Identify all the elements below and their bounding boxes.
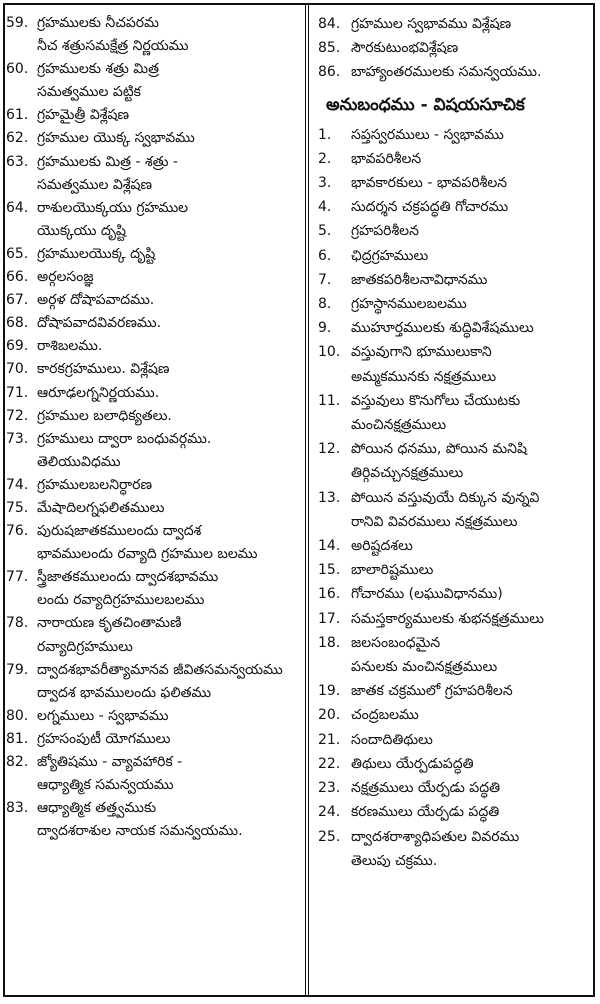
entry-title-line: తిథులు యేర్పడుపద్ధతి [351,755,474,772]
entry-title-line: గ్రహములకు శత్రు మిత్ర [37,61,159,78]
entry-title [351,36,590,60]
entry-title [351,800,590,824]
entry-title-line: గ్రహపరిశీలన [351,223,419,240]
entry-title [37,151,302,197]
entry-title [351,340,590,388]
entry-title-line: సౌరకుటుంభవిశ్లేషణ [351,40,459,57]
entry-title [37,497,302,520]
entry-number: 5. [318,223,332,240]
entry-title-line: రవ్యాదిగ్రహములు [37,638,133,655]
toc-entry [6,104,302,127]
entry-title-line: గ్రహములకు మిత్ర - శత్రు - [37,153,178,170]
entry-title-line: ఛిద్రగ్రహములు [351,247,429,264]
entry-title-line: భావములందు రవ్యాది గ్రహముల బలము [37,546,258,563]
entry-number: 71. [6,384,29,401]
toc-entry [318,195,590,219]
entry-number: 6. [318,247,332,264]
toc-entry [318,60,590,84]
toc-entry [318,631,590,679]
entry-number: 73. [6,430,29,447]
entry-title-line: సమత్వముల విశ్లేషణ [37,176,153,193]
column-divider [305,3,309,997]
toc-entry [318,316,590,340]
entry-number: 64. [6,199,29,216]
entry-title-line: జ్యోతిషము - వ్యావహారిక - [37,754,183,770]
entry-number: 15. [318,562,341,579]
entry-number: 70. [6,361,29,378]
entry-title-line: మేషాదిలగ్నఫలితములు [37,499,165,516]
appendix-heading: అనుబంధము - విషయసూచిక [326,94,525,115]
toc-entry [6,266,302,289]
toc-entry [6,289,302,312]
entry-title [351,123,590,147]
entry-title-line: మంచినక్షత్రములు [351,417,447,434]
entry-title-line: జాతకపరిశీలనావిధానము [351,271,488,288]
entry-number: 66. [6,269,29,286]
entry-number: 18. [318,634,341,651]
toc-entry [318,558,590,582]
entry-title-line: సమత్వముల పట్టిక [37,84,141,101]
entry-title-line: ద్వాదశ భావములందు ఫలితము [37,684,212,701]
entry-title-line: ద్వాదశరాశ్యాధిపతుల వివరము [351,828,520,845]
entry-title-line: గ్రహములు ద్వారా బంధువర్గము. [37,430,212,447]
toc-entry [6,705,302,728]
entry-number: 76. [6,523,29,540]
entry-number: 72. [6,407,29,424]
entry-number: 69. [6,338,29,355]
entry-number: 84. [318,16,341,32]
toc-entry [318,728,590,752]
entry-number: 59. [6,15,29,31]
entry-number: 19. [318,683,341,700]
entry-title-line: లందు రవ్యాదిగ్రహములబలము [37,592,205,609]
entry-title [37,289,302,312]
toc-entry [318,244,590,268]
entry-title-line: భావపరిశీలన [351,150,422,167]
entry-title [351,776,590,800]
entry-title [351,679,590,703]
toc-entry [6,382,302,405]
entry-title [37,405,302,428]
entry-title-line: గ్రహములయొక్క దృష్టి [37,245,156,262]
entry-title-line: ముహూర్తములకు శుద్ధివిశేషములు [351,320,534,337]
entry-title [351,60,590,84]
toc-entry [318,800,590,824]
entry-title-line: గ్రహముల యొక్క స్వభావము [37,130,195,147]
toc-entry [318,825,590,873]
entry-title [37,127,302,150]
entry-number: 7. [318,271,332,288]
toc-entry [318,292,590,316]
entry-title-line: కరణములు యేర్పడు పద్ధతి [351,804,500,821]
left-column [6,12,302,843]
entry-title-line: జాతక చక్రములో గ్రహపరిశీలన [351,683,513,700]
entry-title [37,728,302,751]
entry-number: 16. [318,586,341,603]
toc-entry [318,437,590,485]
contents-list-continued [318,12,590,85]
toc-entry [318,679,590,703]
entry-title [351,292,590,316]
entry-title-line: అమ్మకమునకు నక్షత్రములు [351,368,497,385]
toc-entry [6,474,302,497]
toc-entry [6,751,302,797]
entry-title-line: ద్వాదశరాశుల నాయక సమన్వయము. [37,823,243,840]
entry-title-line: గ్రహమైత్రీ విశ్లేషణ [37,107,130,124]
entry-title-line: సమస్తకార్యములకు శుభనక్షత్రములు [351,610,545,627]
entry-number: 82. [6,754,29,770]
entry-title [351,752,590,776]
entry-title [351,534,590,558]
entry-title-line: తిర్గివచ్చునక్షత్రములు [351,465,464,482]
entry-title [37,243,302,266]
entry-title [351,607,590,631]
entry-title-line: పురుషజాతకములందు ద్వాదశ [37,523,202,540]
toc-entry [6,312,302,335]
entry-title [37,566,302,612]
entry-number: 85. [318,40,341,57]
toc-entry [6,358,302,381]
toc-entry [6,728,302,751]
entry-number: 3. [318,175,332,192]
entry-number: 80. [6,707,29,724]
entry-title-line: అర్గళ దోషాపవాదము. [37,292,155,309]
toc-entry [6,659,302,705]
entry-number: 62. [6,130,29,147]
entry-title-line: రాశులయొక్కయు గ్రహముల [37,199,189,216]
entry-title-line: గ్రహస్థానములబలము [351,296,467,313]
entry-number: 78. [6,615,29,632]
entry-number: 68. [6,315,29,332]
toc-entry [6,151,302,197]
entry-title [37,474,302,497]
entry-number: 13. [318,489,341,506]
entry-title [37,104,302,127]
entry-number: 74. [6,476,29,493]
toc-entry [318,752,590,776]
entry-title [351,486,590,534]
entry-number: 77. [6,569,29,586]
toc-entry [318,268,590,292]
toc-entry [6,58,302,104]
toc-entry [6,127,302,150]
entry-title-line: ఆరూఢలగ్ననిర్ణయము. [37,384,160,401]
entry-number: 9. [318,320,332,337]
entry-title [37,58,302,104]
entry-title [351,171,590,195]
entry-title-line: ద్వాదశభావరీత్యామానవ జీవితసమన్వయము [37,661,283,678]
entry-number: 61. [6,107,29,124]
entry-title [351,244,590,268]
entry-title-line: గ్రహసంపుటీ యోగములు [37,730,171,747]
toc-entry [6,243,302,266]
entry-title [37,266,302,289]
entry-title-line: పోయిన ధనము, పోయిన మనిషి [351,441,527,458]
entry-title [351,825,590,873]
entry-title [37,751,302,797]
toc-entry [6,335,302,358]
entry-number: 67. [6,292,29,309]
entry-title [351,268,590,292]
entry-title-line: సప్తస్వరములు - స్వభావము [351,126,504,143]
entry-title [37,612,302,658]
entry-number: 22. [318,755,341,772]
entry-title-line: గ్రహములబలనిర్ధారణ [37,476,153,493]
entry-title-line: తెలియువిధము [37,453,121,470]
entry-title-line: జలసంబంధమైన [351,634,441,651]
entry-title-line: పనులకు మంచినక్షత్రములు [351,659,498,676]
entry-title [37,312,302,335]
entry-title-line: తెలుపు చక్రము. [351,852,438,869]
entry-number: 60. [6,61,29,78]
toc-entry [318,219,590,243]
toc-entry [6,405,302,428]
entry-title [37,335,302,358]
entry-title [37,197,302,243]
entry-title-line: భావకారకులు - భావపరిశీలన [351,175,508,192]
toc-entry [6,566,302,612]
entry-number: 79. [6,661,29,678]
entry-title-line: బాలారిష్టములు [351,562,434,579]
entry-title-line: దోషాపవాదవివరణము. [37,315,162,332]
entry-title [351,437,590,485]
entry-title [37,382,302,405]
entry-title-line: రానివి వివరములు నక్షత్రములు [351,513,518,530]
entry-number: 83. [6,800,29,817]
entry-number: 20. [318,707,341,724]
entry-title-line: గ్రహముల స్వభావము విశ్లేషణ [351,16,512,32]
entry-title [37,428,302,474]
toc-entry [6,12,302,58]
entry-number: 24. [318,804,341,821]
entry-number: 25. [318,828,341,845]
toc-entry [318,534,590,558]
entry-title [351,147,590,171]
toc-entry [318,776,590,800]
entry-title [351,582,590,606]
toc-entry [318,607,590,631]
entry-number: 23. [318,780,341,797]
entry-title [37,705,302,728]
toc-entry [318,389,590,437]
toc-entry [318,123,590,147]
entry-title [351,703,590,727]
entry-title-line: లగ్నములు - స్వభావము [37,707,169,724]
entry-title [351,12,590,36]
toc-entry [318,12,590,36]
right-column [318,12,590,873]
appendix-contents-list [318,123,590,873]
entry-number: 21. [318,731,341,748]
entry-title-line: ఆధ్యాత్మిక తత్త్వముకు [37,800,157,817]
toc-entry [318,171,590,195]
entry-number: 4. [318,199,332,216]
entry-title-line: అర్గలసంజ్ఞ [37,269,94,286]
toc-entry [318,486,590,534]
entry-title-line: సుదర్శన చక్రపద్ధతి గోచారము [351,199,509,216]
entry-title [351,728,590,752]
entry-title [351,219,590,243]
entry-title-line: యొక్కయు దృష్టి [37,222,126,239]
entry-number: 75. [6,499,29,516]
toc-entry [6,428,302,474]
entry-title-line: అరిష్టదశలు [351,538,413,555]
entry-title-line: నక్షత్రములు యేర్పడు పద్ధతి [351,780,501,797]
entry-number: 12. [318,441,341,458]
entry-title-line: ఆధ్యాత్మిక సమన్వయము [37,777,174,794]
toc-entry [6,520,302,566]
entry-number: 65. [6,245,29,262]
entry-number: 81. [6,730,29,747]
entry-title-line: గ్రహముల బలాధిక్యతలు. [37,407,172,424]
toc-entry [318,582,590,606]
entry-number: 14. [318,538,341,555]
entry-number: 11. [318,392,341,409]
entry-title [351,389,590,437]
entry-number: 1. [318,126,332,143]
entry-title-line: సందాదితిథులు [351,731,433,748]
entry-number: 86. [318,64,341,81]
entry-title-line: వస్తువులు కొనుగోలు చేయుటకు [351,392,521,409]
entry-title-line: కారకగ్రహములు. విశ్లేషణ [37,361,170,378]
entry-title [351,558,590,582]
entry-number: 17. [318,610,341,627]
entry-title-line: రాశిబలము. [37,338,103,355]
toc-entry [318,340,590,388]
toc-entry [6,497,302,520]
entry-title-line: నీచ శత్రుసమక్షేత్ర నిర్ణయము [37,38,189,55]
toc-entry [6,197,302,243]
toc-entry [318,36,590,60]
entry-title-line: గ్రహములకు నీచపరమ [37,15,159,31]
entry-title [37,358,302,381]
entry-title-line: చంద్రబలము [351,707,419,724]
entry-title [37,659,302,705]
entry-title-line: బాహ్యాంతరములకు సమన్వయము. [351,64,542,81]
toc-entry [6,612,302,658]
entry-number: 10. [318,344,341,361]
entry-title [351,316,590,340]
entry-title [351,195,590,219]
entry-number: 2. [318,150,332,167]
entry-title-line: వస్తువుగాని భూములుకాని [351,344,492,361]
entry-title [37,520,302,566]
entry-title-line: నారాయణ కృతచింతామణి [37,615,182,632]
entry-title-line: స్త్రీజాతకములందు ద్వాదశభావము [37,569,219,586]
entry-title-line: పోయిన వస్తువుయే దిక్కున వున్నవి [351,489,540,506]
entry-title-line: గోచారము (లఘువిధానము) [351,586,503,603]
toc-entry [318,703,590,727]
entry-title [351,631,590,679]
entry-number: 63. [6,153,29,170]
entry-title [37,12,302,58]
entry-number: 8. [318,296,332,313]
toc-entry [6,797,302,843]
entry-title [37,797,302,843]
toc-entry [318,147,590,171]
